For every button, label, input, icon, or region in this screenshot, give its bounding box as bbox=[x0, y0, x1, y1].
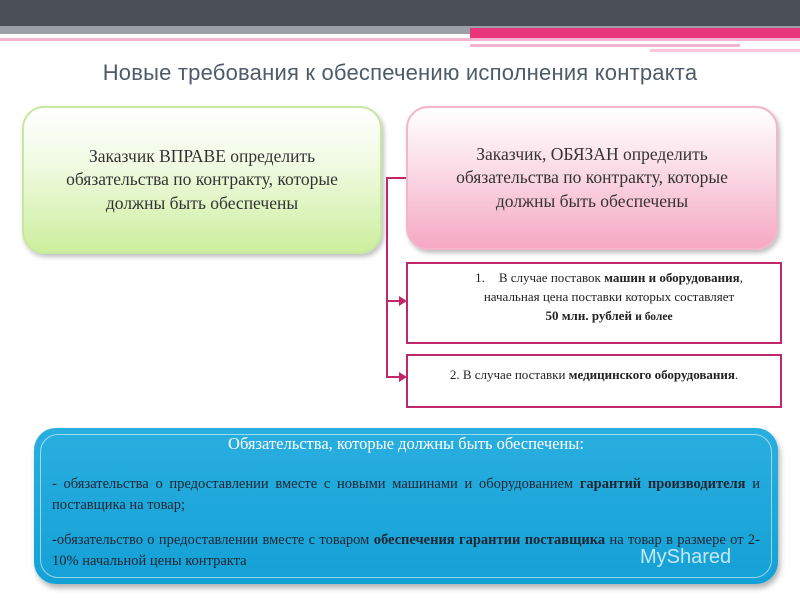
item-bold: и более bbox=[635, 310, 673, 323]
condition-item-1 bbox=[406, 262, 782, 344]
paragraph-text: и поставщика на товар; bbox=[52, 476, 760, 514]
item-number: 1. bbox=[475, 270, 485, 285]
item-text: , начальная цена поставки которых составляет bbox=[483, 270, 743, 304]
decor-stripe bbox=[470, 28, 800, 38]
item-bold: медицинского оборудования bbox=[568, 367, 735, 382]
mandatory-box bbox=[406, 106, 778, 250]
connector-line bbox=[386, 177, 388, 378]
decor-stripe bbox=[650, 49, 800, 52]
decor-stripe bbox=[470, 44, 740, 47]
optional-box-text: Заказчик ВПРАВЕ определить обязательства по контракту, которые должны быть обеспечены bbox=[66, 146, 338, 213]
paragraph-bold: обеспечения гарантии поставщика bbox=[373, 532, 606, 549]
connector-line bbox=[386, 177, 406, 179]
item-bold: 50 млн. рублей bbox=[545, 307, 632, 323]
optional-box bbox=[22, 106, 382, 254]
connector-line bbox=[386, 300, 400, 302]
paragraph-bold: гарантий производителя bbox=[579, 476, 746, 492]
paragraph-text: -обязательство о предоставлении вместе с товаром bbox=[52, 532, 374, 549]
top-bar bbox=[0, 0, 800, 26]
item-text: 2. В случае поставки bbox=[449, 367, 569, 382]
mandatory-box-text: Заказчик, ОБЯЗАН определить обязательства по контракту, которые должны быть обеспечены bbox=[456, 144, 728, 211]
paragraph-text: - обязательства о предоставлении вместе с новыми машинами и оборудованием bbox=[52, 476, 580, 492]
connector-line bbox=[386, 376, 400, 378]
obligation-paragraph-1 bbox=[52, 474, 760, 516]
watermark: MyShared bbox=[640, 546, 732, 568]
obligations-title: Обязательства, которые должны быть обеспечены: bbox=[228, 434, 584, 453]
slide-title: Новые требования к обеспечению исполнения контракта bbox=[102, 60, 698, 85]
decor-stripe bbox=[0, 38, 800, 41]
paragraph-text: на товар в размере от 2-10% начальной цены контракта bbox=[52, 532, 760, 570]
item-bold: машин и оборудования bbox=[604, 270, 740, 285]
item-text: . bbox=[734, 367, 739, 382]
item-text: В случае поставок bbox=[498, 270, 605, 285]
condition-item-2 bbox=[406, 354, 782, 408]
